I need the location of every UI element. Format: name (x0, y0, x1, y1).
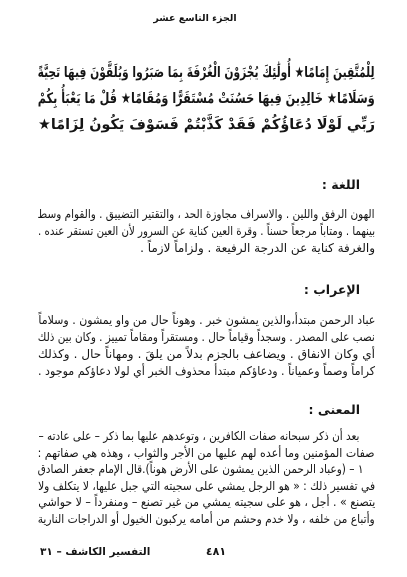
section-heading-meaning: المعنى : (308, 402, 360, 417)
text-line: يتصنع » . أجل ، هو على سجيته يمشي من غير تصنع – ومنفرداً – لا حواشي (38, 495, 375, 510)
page-number: ٤٨١ (205, 545, 227, 558)
text-line: في تفسير ذلك : « هو الرجل يمشي على سجيته التي جبل عليها، لا يتكلف ولا (38, 478, 375, 493)
verse-line: رَبِّي لَوْلَا دُعَاؤُكُمْ فَقَدْ كَذَّبْتُمْ فَسَوْفَ يَكُونُ لِزَامًا★ (38, 117, 375, 133)
text-line: الهون الرفق واللين . والاسراف مجاوزة الحد ، والتقتير التضييق . والقوام وسط (38, 207, 375, 221)
text-line: أي وكان الانفاق . ويضاعف بالجزم بدلاً من يلقَ . ومهاناً حال . وكذلك (38, 347, 375, 361)
text-line: وأتباع من خلفه ، ولا خدم وحشم من أمامه يركبون الخيول أو الدراجات النارية (38, 511, 375, 526)
text-line: ١ – (وعباد الرحمن الذين يمشون على الأرض هوناً).قال الإمام جعفر الصادق (38, 462, 364, 477)
verse-line: وَسَلَامًا★ خَالِدِينَ فِيهَا حَسُنَتْ مُسْتَقَرًّا وَمُقَامًا★ قُلْ مَا يَعْبَأُ بِكُمْ (38, 91, 375, 107)
text-line: نصب على المصدر . وسجداً وقياماً حال . ومستقراً ومقاماً تمييز . وكان بين ذلك (38, 330, 375, 344)
section-heading-grammar: الإعراب : (303, 282, 360, 297)
section-heading-lexicon: اللغة : (321, 177, 360, 192)
text-line: والغرفة كناية عن الدرجة الرفيعة . ولزاماً لازماً . (140, 241, 375, 255)
verse-line: لِلْمُتَّقِينَ إِمَامًا★ أُولَٰئِكَ يُجْزَوْنَ الْغُرْفَةَ بِمَا صَبَرُوا وَيُلَقَّوْنَ فِيهَا تَحِيَّةً (38, 65, 375, 81)
text-line: صفات المؤمنين وما أعده لهم عليها من الأجر والثواب ، وهذه هي صفاتهم : (38, 445, 375, 460)
meaning-text (38, 428, 375, 528)
text-line: عباد الرحمن مبتدأ،والذين يمشون خبر . وهوناً حال من واو يمشون . وسلاماً (38, 313, 375, 327)
quran-verses (38, 60, 375, 138)
running-header: الجزء التاسع عشر (153, 13, 237, 24)
footer-book-signature: التفسير الكاشف – ٣١ (40, 546, 151, 558)
text-line: بينهما . ومتاباً مرجعاً حسناً . وقرة العين كناية عن السرور لأن العين تستقر عنده . (38, 224, 375, 238)
text-line: كراماً وصماً وعمياناً . ودعاؤكم مبتدأ محذوف الخبر أي لولا دعاؤكم موجود . (38, 364, 375, 378)
lexicon-text (38, 206, 375, 257)
grammar-text (38, 312, 375, 380)
text-line: بعد أن ذكر سبحانه صفات الكافرين ، وتوعدهم عليها بما ذكر – على عادته – (38, 429, 359, 443)
